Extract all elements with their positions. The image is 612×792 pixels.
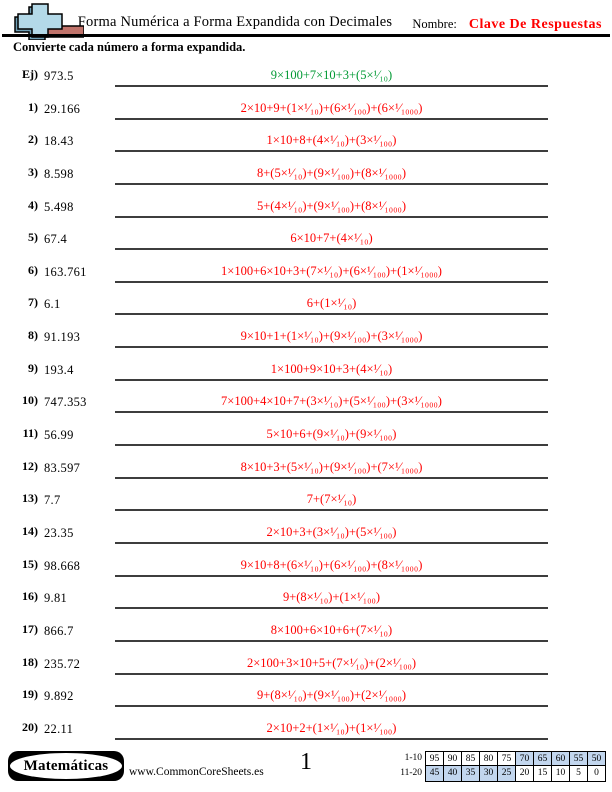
problem-row bbox=[0, 327, 612, 360]
problem-row bbox=[0, 686, 612, 719]
problem-label: 17) bbox=[22, 621, 38, 636]
score-cell: 20 bbox=[515, 765, 534, 782]
problem-row bbox=[0, 294, 612, 327]
score-cell: 30 bbox=[479, 765, 498, 782]
score-cell: 45 bbox=[425, 765, 444, 782]
problem-row bbox=[0, 523, 612, 556]
problem-number: 56.99 bbox=[44, 428, 74, 443]
score-row-label: 1-10 bbox=[404, 753, 422, 763]
instruction-text: Convierte cada número a forma expandida. bbox=[13, 40, 246, 54]
problem-label: 6) bbox=[28, 262, 38, 277]
score-cell: 10 bbox=[551, 765, 570, 782]
answer-blank-line bbox=[115, 197, 548, 218]
problem-number: 5.498 bbox=[44, 199, 74, 214]
problem-answer: 9+(8×¹⁄₁₀)+(9×¹⁄₁₀₀)+(2×¹⁄₁₀₀₀) bbox=[257, 688, 406, 703]
score-cell: 40 bbox=[443, 765, 462, 782]
score-cell: 90 bbox=[443, 751, 462, 767]
problem-number: 866.7 bbox=[44, 623, 74, 638]
score-cell: 50 bbox=[587, 751, 606, 767]
page-title: Forma Numérica a Forma Expandida con Decimales bbox=[77, 14, 393, 30]
score-row-label: 11-20 bbox=[400, 768, 422, 778]
problem-label: 10) bbox=[22, 393, 38, 408]
problem-answer: 9×10+1+(1×¹⁄₁₀)+(9×¹⁄₁₀₀)+(3×¹⁄₁₀₀₀) bbox=[240, 329, 423, 344]
answer-blank-line bbox=[115, 588, 548, 609]
score-cell: 70 bbox=[515, 751, 534, 767]
problem-answer: 1×10+8+(4×¹⁄₁₀)+(3×¹⁄₁₀₀) bbox=[266, 133, 397, 148]
problem-number: 22.11 bbox=[44, 721, 74, 736]
answer-blank-line bbox=[115, 262, 548, 283]
answer-blank-line bbox=[115, 294, 548, 315]
problem-answer: 8×100+6×10+6+(7×¹⁄₁₀) bbox=[270, 622, 393, 637]
problem-label: 20) bbox=[22, 719, 38, 734]
website-link[interactable]: www.CommonCoreSheets.es bbox=[129, 766, 264, 778]
problem-label: 9) bbox=[28, 360, 38, 375]
answer-blank-line bbox=[115, 556, 548, 577]
problem-label: 8) bbox=[28, 328, 38, 343]
problem-answer: 5×10+6+(9×¹⁄₁₀)+(9×¹⁄₁₀₀) bbox=[266, 427, 397, 442]
problem-row bbox=[0, 360, 612, 393]
problem-row bbox=[0, 164, 612, 197]
problem-answer: 1×100+6×10+3+(7×¹⁄₁₀)+(6×¹⁄₁₀₀)+(1×¹⁄₁₀₀₀) bbox=[221, 263, 442, 278]
answer-blank-line bbox=[115, 719, 548, 740]
problem-label: 3) bbox=[28, 164, 38, 179]
problem-answer: 2×10+2+(1×¹⁄₁₀)+(1×¹⁄₁₀₀) bbox=[266, 720, 397, 735]
answer-blank-line bbox=[115, 66, 548, 87]
answer-blank-line bbox=[115, 229, 548, 250]
score-cell: 60 bbox=[551, 751, 570, 767]
problem-answer: 6×10+7+(4×¹⁄₁₀) bbox=[290, 231, 373, 246]
problem-row bbox=[0, 131, 612, 164]
problem-answer: 6+(1×¹⁄₁₀) bbox=[306, 296, 357, 311]
problem-answer: 7×100+4×10+7+(3×¹⁄₁₀)+(5×¹⁄₁₀₀)+(3×¹⁄₁₀₀₀) bbox=[221, 394, 442, 409]
problem-label: 1) bbox=[28, 99, 38, 114]
problem-label: 15) bbox=[22, 556, 38, 571]
problem-answer: 8×10+3+(5×¹⁄₁₀)+(9×¹⁄₁₀₀)+(7×¹⁄₁₀₀₀) bbox=[240, 459, 423, 474]
score-cell: 75 bbox=[497, 751, 516, 767]
header-divider bbox=[2, 34, 610, 37]
problem-number: 747.353 bbox=[44, 395, 87, 410]
problem-label: 5) bbox=[28, 230, 38, 245]
problem-number: 67.4 bbox=[44, 232, 68, 247]
problem-row bbox=[0, 588, 612, 621]
score-table bbox=[388, 751, 606, 781]
problem-label: 13) bbox=[22, 491, 38, 506]
problem-answer: 9×100+7×10+3+(5×¹⁄₁₀) bbox=[270, 68, 393, 82]
problem-row bbox=[0, 229, 612, 262]
problem-number: 18.43 bbox=[44, 134, 74, 149]
problem-row bbox=[0, 99, 612, 132]
subject-label: Matemáticas bbox=[23, 757, 109, 774]
problem-number: 83.597 bbox=[44, 460, 81, 475]
problem-number: 9.892 bbox=[44, 689, 74, 704]
answer-blank-line bbox=[115, 327, 548, 348]
name-label: Nombre: bbox=[412, 17, 457, 31]
problem-row bbox=[0, 66, 612, 99]
subject-logo-oval bbox=[10, 753, 122, 779]
answer-blank-line bbox=[115, 360, 548, 381]
problem-row bbox=[0, 654, 612, 687]
problem-row bbox=[0, 425, 612, 458]
problem-number: 7.7 bbox=[44, 493, 61, 508]
problem-answer: 7+(7×¹⁄₁₀) bbox=[306, 492, 357, 507]
answer-blank-line bbox=[115, 99, 548, 120]
score-cell: 35 bbox=[461, 765, 480, 782]
problem-number: 29.166 bbox=[44, 101, 81, 116]
problem-number: 193.4 bbox=[44, 362, 74, 377]
problem-answer: 8+(5×¹⁄₁₀)+(9×¹⁄₁₀₀)+(8×¹⁄₁₀₀₀) bbox=[257, 165, 406, 180]
problem-row bbox=[0, 719, 612, 752]
problem-label: 2) bbox=[28, 132, 38, 147]
score-cell: 65 bbox=[533, 751, 552, 767]
problem-label: Ej) bbox=[22, 67, 38, 81]
answer-blank-line bbox=[115, 621, 548, 642]
problem-row bbox=[0, 490, 612, 523]
problem-answer: 2×100+3×10+5+(7×¹⁄₁₀)+(2×¹⁄₁₀₀) bbox=[246, 655, 416, 670]
score-row bbox=[388, 766, 606, 781]
problem-number: 8.598 bbox=[44, 166, 74, 181]
problem-label: 7) bbox=[28, 295, 38, 310]
answer-blank-line bbox=[115, 425, 548, 446]
score-row bbox=[388, 751, 606, 766]
problem-answer: 9+(8×¹⁄₁₀)+(1×¹⁄₁₀₀) bbox=[282, 590, 381, 605]
score-cell: 25 bbox=[497, 765, 516, 782]
problem-number: 98.668 bbox=[44, 558, 81, 573]
score-cell: 0 bbox=[587, 765, 606, 782]
problem-label: 19) bbox=[22, 687, 38, 702]
problem-row bbox=[0, 262, 612, 295]
problem-label: 12) bbox=[22, 458, 38, 473]
problem-row bbox=[0, 458, 612, 491]
problem-number: 23.35 bbox=[44, 525, 74, 540]
problem-row bbox=[0, 556, 612, 589]
subject-logo bbox=[8, 751, 124, 781]
name-area bbox=[412, 15, 602, 33]
answer-blank-line bbox=[115, 523, 548, 544]
problem-number: 973.5 bbox=[44, 69, 74, 83]
problem-label: 4) bbox=[28, 197, 38, 212]
problem-answer: 5+(4×¹⁄₁₀)+(9×¹⁄₁₀₀)+(8×¹⁄₁₀₀₀) bbox=[257, 198, 406, 213]
answer-blank-line bbox=[115, 131, 548, 152]
problem-answer: 1×100+9×10+3+(4×¹⁄₁₀) bbox=[270, 361, 393, 376]
answer-blank-line bbox=[115, 392, 548, 413]
score-cell: 55 bbox=[569, 751, 588, 767]
score-cell: 85 bbox=[461, 751, 480, 767]
problem-list bbox=[0, 66, 612, 751]
answer-blank-line bbox=[115, 654, 548, 675]
problem-label: 11) bbox=[22, 426, 38, 441]
answer-blank-line bbox=[115, 490, 548, 511]
score-cell: 5 bbox=[569, 765, 588, 782]
problem-answer: 2×10+9+(1×¹⁄₁₀)+(6×¹⁄₁₀₀)+(6×¹⁄₁₀₀₀) bbox=[240, 100, 423, 115]
problem-label: 18) bbox=[22, 654, 38, 669]
problem-number: 9.81 bbox=[44, 591, 68, 606]
problem-number: 235.72 bbox=[44, 656, 81, 671]
answer-blank-line bbox=[115, 686, 548, 707]
score-cell: 15 bbox=[533, 765, 552, 782]
answer-blank-line bbox=[115, 164, 548, 185]
problem-answer: 9×10+8+(6×¹⁄₁₀)+(6×¹⁄₁₀₀)+(8×¹⁄₁₀₀₀) bbox=[240, 557, 423, 572]
problem-number: 6.1 bbox=[44, 297, 61, 312]
problem-number: 163.761 bbox=[44, 264, 87, 279]
problem-row bbox=[0, 197, 612, 230]
score-cell: 80 bbox=[479, 751, 498, 767]
problem-row bbox=[0, 392, 612, 425]
answer-key-label: Clave De Respuestas bbox=[468, 17, 602, 32]
page-number: 1 bbox=[300, 749, 312, 775]
problem-label: 16) bbox=[22, 589, 38, 604]
problem-row bbox=[0, 621, 612, 654]
problem-answer: 2×10+3+(3×¹⁄₁₀)+(5×¹⁄₁₀₀) bbox=[266, 524, 397, 539]
problem-number: 91.193 bbox=[44, 330, 81, 345]
score-cell: 95 bbox=[425, 751, 444, 767]
problem-label: 14) bbox=[22, 523, 38, 538]
answer-blank-line bbox=[115, 458, 548, 479]
